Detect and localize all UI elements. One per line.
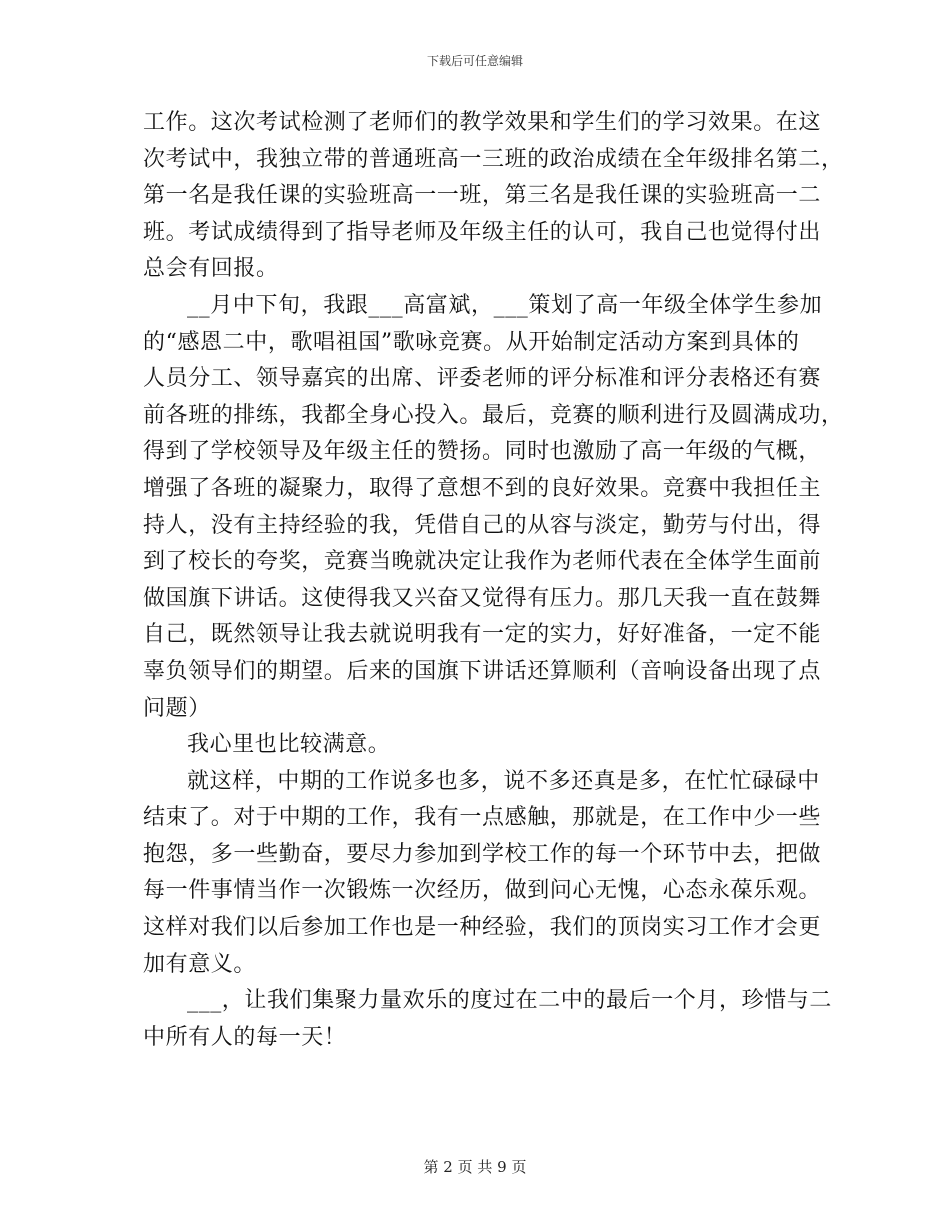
text-line: 我心里也比较满意。 [187, 732, 391, 758]
text-line: 就这样，中期的工作说多也多，说不多还真是多，在忙忙碌碌中 [187, 768, 820, 794]
text-line: 前各班的排练，我都全身心投入。最后，竞赛的顺利进行及圆满成功， [143, 402, 844, 428]
text-line: 次考试中，我独立带的普通班高一三班的政治成绩在全年级排名第二， [143, 146, 844, 172]
text-line: 辜负领导们的期望。后来的国旗下讲话还算顺利（音响设备出现了点 [143, 658, 822, 684]
text-line: 持人，没有主持经验的我，凭借自己的从容与淡定，勤劳与付出，得 [143, 512, 822, 538]
text-line: 结束了。对于中期的工作，我有一点感触，那就是，在工作中少一些 [143, 805, 822, 831]
text-line: 每一件事情当作一次锻炼一次经历，做到问心无愧，心态永葆乐观。 [143, 878, 822, 904]
text-line: ___，让我们集聚力量欢乐的度过在二中的最后一个月，珍惜与二 [187, 988, 833, 1014]
text-line: 这样对我们以后参加工作也是一种经验，我们的顶岗实习工作才会更 [143, 915, 822, 941]
text-line: 自己，既然领导让我去就说明我有一定的实力，好好准备，一定不能 [143, 622, 822, 648]
text-line: 加有意义。 [143, 951, 257, 977]
document-body [143, 105, 844, 1056]
text-line: 的“感恩二中，歌唱祖国”歌咏竞赛。从开始制定活动方案到具体的 [143, 329, 800, 355]
text-line: 人员分工、领导嘉宾的出席、评委老师的评分标准和评分表格还有赛 [143, 366, 822, 392]
page-header: 下载后可任意编辑 [426, 54, 523, 68]
text-line: 班。考试成绩得到了指导老师及年级主任的认可，我自己也觉得付出 [143, 219, 822, 245]
text-line: 抱怨，多一些勤奋，要尽力参加到学校工作的每一个环节中去，把做 [143, 841, 822, 867]
text-line: 工作。这次考试检测了老师们的教学效果和学生们的学习效果。在这 [143, 110, 822, 135]
text-line: 增强了各班的凝聚力，取得了意想不到的良好效果。竞赛中我担任主 [143, 475, 822, 501]
text-line: 第一名是我任课的实验班高一一班，第三名是我任课的实验班高一二 [143, 183, 822, 209]
text-line: 到了校长的夸奖，竞赛当晚就决定让我作为老师代表在全体学生面前 [143, 549, 822, 575]
text-line: __月中下旬，我跟___高富斌，___策划了高一年级全体学生参加 [187, 292, 823, 318]
text-line: 总会有回报。 [143, 256, 279, 282]
text-line: 问题） [143, 695, 211, 721]
text-line: 做国旗下讲话。这使得我又兴奋又觉得有压力。那几天我一直在鼓舞 [143, 585, 822, 611]
text-line: 中所有人的每一天！ [143, 1024, 347, 1050]
text-line: 得到了学校领导及年级主任的赞扬。同时也激励了高一年级的气概， [143, 439, 822, 465]
page-footer: 第 2 页 共 9 页 [423, 1158, 527, 1176]
